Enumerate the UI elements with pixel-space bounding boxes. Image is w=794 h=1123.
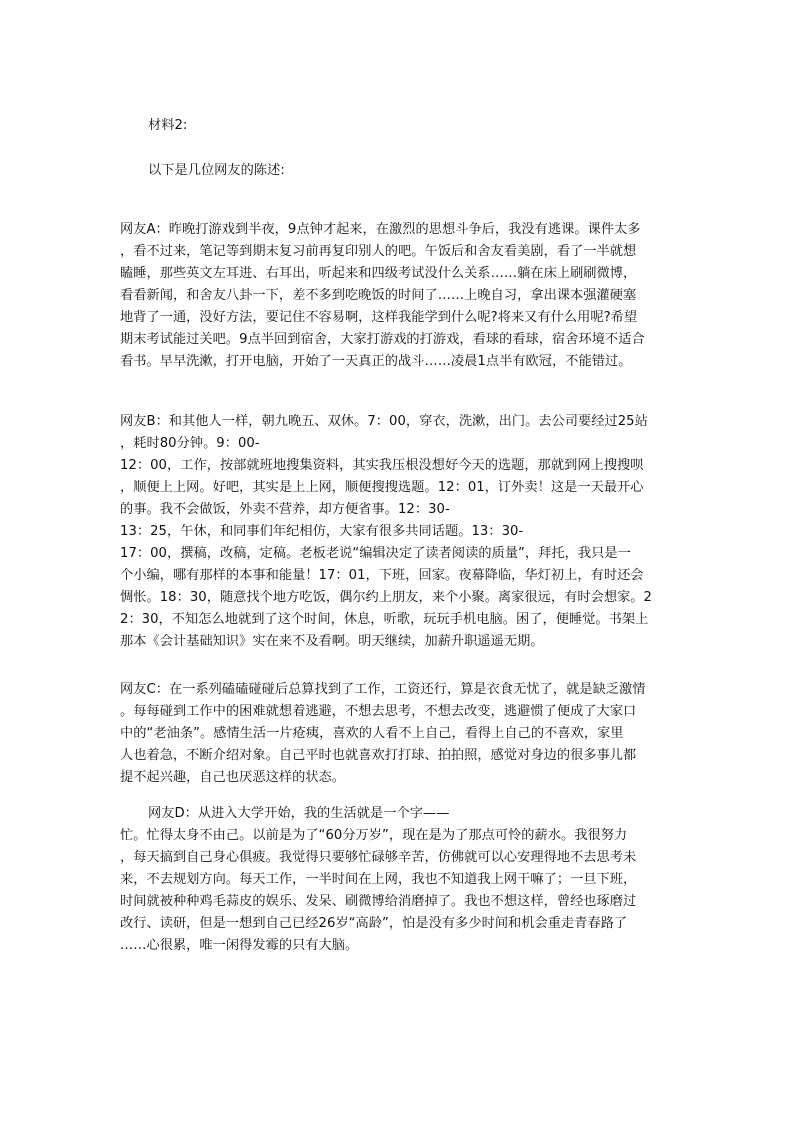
- paragraph-line: 。每每碰到工作中的困难就想着逃避，不想去思考，不想去改变，逃避惯了便成了大家口: [120, 704, 637, 719]
- paragraph-line: 看看新闻，和舍友八卦一下，差不多到吃晚饭的时间了……上晚自习，拿出课本强灌硬塞: [120, 288, 637, 303]
- paragraph-line: 个小编，哪有那样的本事和能量！17：01，下班，回家。夜幕降临，华灯初上，有时还会: [120, 568, 644, 583]
- paragraph-line: ，看不过来，笔记等到期末复习前再复印别人的吧。午饭后和舍友看美剧，看了一半就想: [120, 244, 637, 259]
- paragraph-line: 地背了一通，没好方法，要记住不容易啊，这样我能学到什么呢?将来又有什么用呢?希望: [120, 310, 638, 325]
- paragraph-line: 17：00，撰稿，改稿，定稿。老板老说“编辑决定了读者阅读的质量”，拜托，我只是一: [120, 546, 631, 561]
- paragraph-line: 提不起兴趣，自己也厌恶这样的状态。: [120, 770, 346, 785]
- paragraph-line: 忙。忙得太身不由己。以前是为了“60分万岁”，现在是为了那点可怜的薪水。我很努力: [120, 828, 628, 843]
- paragraph-line: 那本《会计基础知识》实在来不及看啊。明天继续，加薪升职遥遥无期。: [120, 634, 544, 649]
- paragraph-line: 网友B：和其他人一样，朝九晚五、双休。7：00，穿衣，洗漱，出门。去公司要经过25站: [120, 414, 648, 429]
- paragraph-line: 看书。早早洗漱，打开电脑，开始了一天真正的战斗……凌晨1点半有欧冠，不能错过。: [120, 354, 632, 369]
- material-heading: 材料2:: [148, 118, 188, 133]
- paragraph-line: 的事。我不会做饭，外卖不营养，却方便省事。12：30-: [120, 502, 450, 517]
- paragraph-line: ，耗时80分钟。9：00-: [120, 436, 260, 451]
- paragraph-line: 2：30，不知怎么地就到了这个时间，休息，听歌，玩玩手机电脑。困了，便睡觉。书架上: [120, 612, 649, 627]
- paragraph-line: 网友C：在一系列磕磕碰碰后总算找到了工作，工资还行，算是衣食无忧了，就是缺乏激情: [120, 682, 646, 697]
- paragraph-line: 改行、读研，但是一想到自己已经26岁“高龄”，怕是没有多少时间和机会重走青春路了: [120, 916, 628, 931]
- paragraph-line: 12：00，工作，按部就班地搜集资料，其实我压根没想好今天的选题，那就到网上搜搜呗: [120, 458, 644, 473]
- paragraph-line: 13：25，午休，和同事们年纪相仿，大家有很多共同话题。13：30-: [120, 524, 524, 539]
- paragraph-line: 惆怅。18：30，随意找个地方吃饭，偶尔约上朋友，来个小聚。离家很远，有时会想家。2: [120, 590, 652, 605]
- paragraph-line: 中的“老油条”。感情生活一片疮痍，喜欢的人看不上自己，看得上自己的不喜欢，家里: [120, 726, 624, 741]
- intro-text: 以下是几位网友的陈述:: [148, 163, 285, 178]
- paragraph-line: ，每天搞到自己身心俱疲。我觉得只要够忙碌够辛苦，仿佛就可以心安理得地不去思考未: [120, 850, 637, 865]
- paragraph-line: ……心很累，唯一闲得发霉的只有大脑。: [120, 938, 359, 953]
- paragraph-line: 瞌睡，那些英文左耳进、右耳出，听起来和四级考试没什么关系……躺在床上刷刷微博，: [120, 266, 637, 281]
- paragraph-line: 网友D：从进入大学开始，我的生活就是一个字——: [148, 806, 450, 821]
- paragraph-line: 时间就被种种鸡毛蒜皮的娱乐、发呆、刷微博给消磨掉了。我也不想这样，曾经也琢磨过: [120, 894, 637, 909]
- paragraph-line: 期末考试能过关吧。9点半回到宿舍，大家打游戏的打游戏，看球的看球，宿舍环境不适合: [120, 332, 645, 347]
- paragraph-line: 来，不去规划方向。每天工作，一半时间在上网，我也不知道我上网干嘛了；一旦下班，: [120, 872, 637, 887]
- paragraph-line: ，顺便上上网。好吧，其实是上上网，顺便搜搜选题。12：01，订外卖！这是一天最开心: [120, 480, 644, 495]
- paragraph-line: 网友A：昨晚打游戏到半夜，9点钟才起来，在激烈的思想斗争后，我没有逃课。课件太多: [120, 222, 641, 237]
- paragraph-line: 人也着急，不断介绍对象。自己平时也就喜欢打打球、拍拍照，感觉对身边的很多事儿都: [120, 748, 637, 763]
